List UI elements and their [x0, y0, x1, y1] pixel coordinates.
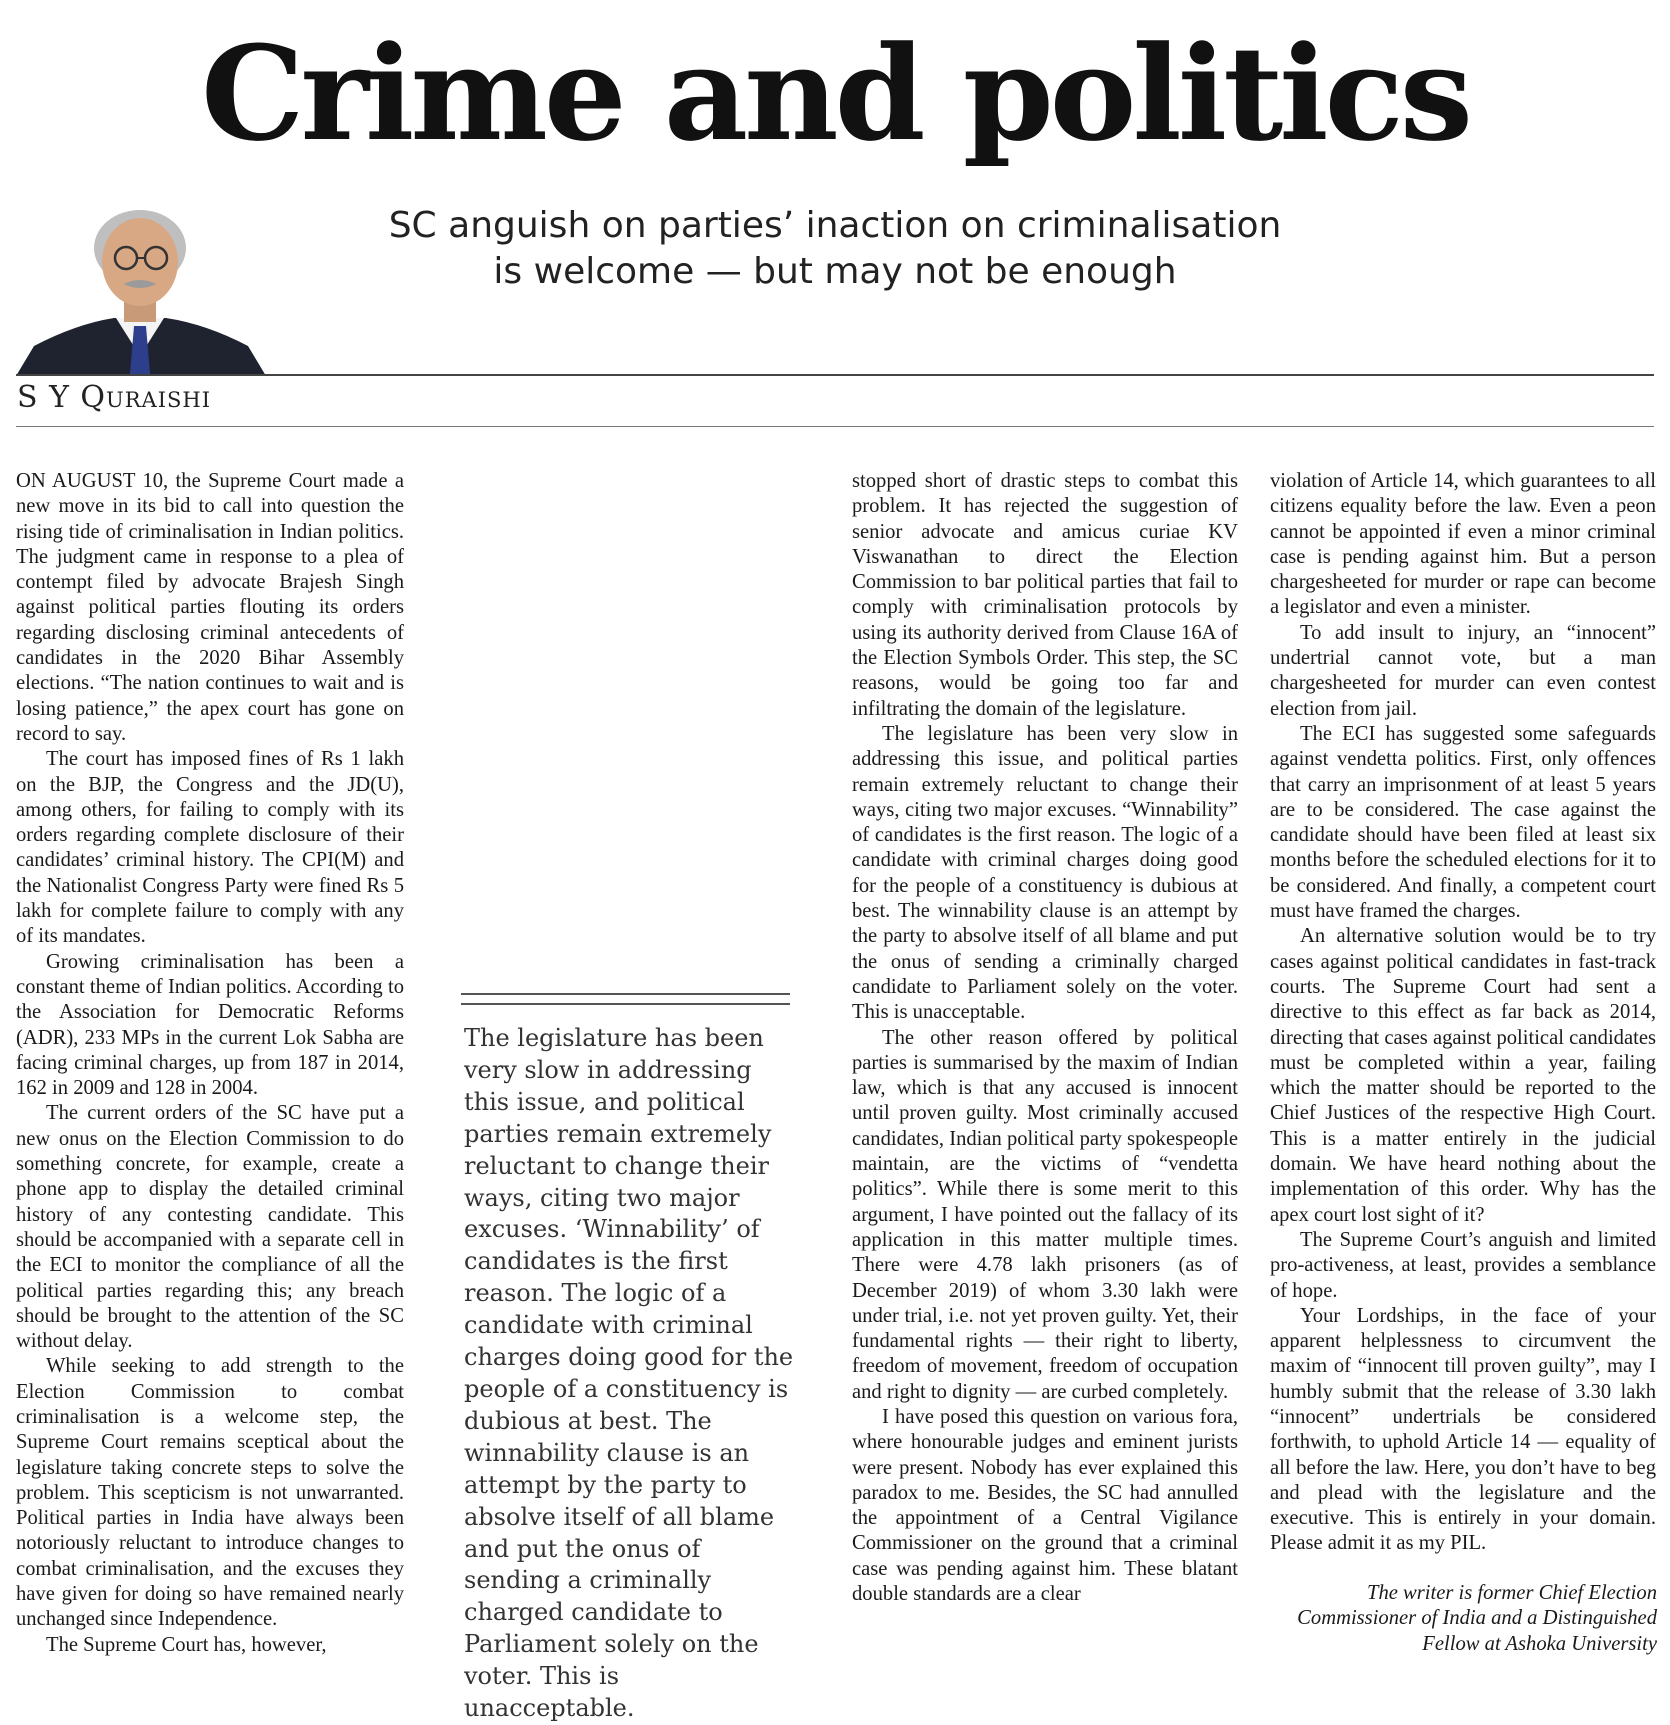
paragraph: The other reason offered by political parties is summarised by the maxim of Indian law, which is that any accused is innocent until proven guilty. Most criminally accused candidates, Indian political party spokespeople maintain, are the victims of “vendetta politics”. While there is some merit to this argument, I have pointed out the fallacy of its application in this matter multiple times. There were 4.78 lakh prisoners (as of December 2019) of whom 3.30 lakh were under trial, i.e. not yet proven guilty. Yet, their fundamental rights — their right to liberty, freedom of movement, freedom of occupation and right to dignity — are curbed completely.: [852, 1026, 1239, 1403]
author-portrait-illustration: [16, 206, 266, 376]
paragraph: The ECI has suggested some safeguards against vendetta politics. First, only offences that carry an imprisonment of at least 5 years are to be considered. The case against the candidate should have been filed at least six months before the scheduled elections for it to be considered. And finally, a competent court must have framed the charges.: [1270, 722, 1656, 923]
paragraph: violation of Article 14, which guarantees to all citizens equality before the law. Even a peon cannot be appointed if even a minor criminal case is pending against him. But a person chargesheeted for murder or rape can become a legislator and even a minister.: [1270, 470, 1656, 619]
paragraph: I have posed this question on various fora, where honourable judges and eminent jurists were present. Nobody has ever explained this paradox to me. Besides, the SC had annulled the appointment of a Central Vigilance Commissioner on the ground that a criminal case was pending against him. These blatant double standards are a clear: [852, 1405, 1238, 1606]
paragraph: The Supreme Court has, however,: [46, 1633, 327, 1656]
article-column-4: [1270, 469, 1656, 1557]
paragraph: While seeking to add strength to the Election Commission to combat criminalisation is a welcome step, the Supreme Court remains sceptical about the legislature taking concrete steps to solve the problem. This scepticism is not unwarranted. Political parties in India have always been notoriously reluctant to introduce changes to combat criminalisation, and the excuses they have given for doing so have remained nearly unchanged since Independence.: [16, 1355, 404, 1631]
paragraph: The Supreme Court’s anguish and limited pro-activeness, at least, provides a semblance of hope.: [1270, 1228, 1656, 1302]
subheadline: [300, 203, 1370, 295]
paragraph: Your Lordships, in the face of your apparent helplessness to circumvent the maxim of “innocent till proven guilty”, may I humbly submit that the release of 3.30 lakh “innocent” undertrials be considered forthwith, to uphold Article 14 — equality of all before the law. Here, you don’t have to beg and plead with the legislature and the executive. This is entirely in your domain. Please admit it as my PIL.: [1270, 1304, 1656, 1555]
paragraph: Growing criminalisation has been a constant theme of Indian politics. According to the Association for Democratic Reforms (ADR), 233 MPs in the current Lok Sabha are facing criminal charges, up from 187 in 2014, 162 in 2009 and 128 in 2004.: [16, 950, 404, 1100]
paragraph: ON AUGUST 10, the Supreme Court made a new move in its bid to call into question the rising tide of criminalisation in Indian politics. The judgment came in response to a plea of contempt filed by advocate Brajesh Singh against political parties flouting its orders regarding disclosing criminal antecedents of candidates in the 2020 Bihar Assembly elections. “The nation continues to wait and is losing patience,” the apex court has gone on record to say.: [16, 470, 404, 745]
pull-quote: The legislature has been very slow in addressing this issue, and political parties remain extremely reluctant to change their ways, citing two major excuses. ‘Winnability’ of candidates is the first reason. The logic of a candidate with criminal charges doing good for the people of a constituency is dubious at best. The winnability clause is an attempt by the party to absolve itself of all blame and put the onus of sending a criminally charged candidate to Parliament solely on the voter. This is unacceptable.: [464, 1024, 794, 1723]
paragraph: stopped short of drastic steps to combat this problem. It has rejected the suggestion of senior advocate and amicus curiae KV Viswanathan to direct the Election Commission to bar political parties that fail to comply with criminalisation protocols by using its authority derived from Clause 16A of the Election Symbols Order. This step, the SC reasons, would be going too far and infiltrating the domain of the legislature.: [852, 470, 1238, 720]
article-column-3: [852, 469, 1238, 1607]
paragraph: The current orders of the SC have put a new onus on the Election Commission to do something concrete, for example, create a phone app to display the detailed criminal history of any contesting candidate. This should be accompanied with a separate cell in the ECI to monitor the compliance of all the political parties regarding this; any breach should be brought to the attention of the SC without delay.: [16, 1102, 404, 1353]
paragraph: The legislature has been very slow in addressing this issue, and political parties remain extremely reluctant to change their ways, citing two major excuses. “Winnability” of candidates is the first reason. The logic of a candidate with criminal charges doing good for the people of a constituency is dubious at best. The winnability clause is an attempt by the party to absolve itself of all blame and put the onus of sending a criminally charged candidate to Parliament solely on the voter. This is unacceptable.: [852, 722, 1238, 1024]
paragraph: The court has imposed fines of Rs 1 lakh on the BJP, the Congress and the JD(U), among others, for failing to comply with its orders regarding complete disclosure of their candidates’ criminal history. The CPI(M) and the Nationalist Congress Party were fined Rs 5 lakh for complete failure to comply with any of its mandates.: [16, 748, 404, 948]
subheadline-line: is welcome — but may not be enough: [493, 251, 1177, 292]
author-byline: S Y Quraishi: [17, 380, 211, 415]
paragraph: An alternative solution would be to try cases against political candidates in fast-track courts. The Supreme Court had sent a directive to this effect as far back as 2014, directing that cases against political candidates must be completed within a year, failing which the matter should be reported to the Chief Justices of the respective High Court. This is a matter entirely in the judicial domain. We have heard nothing about the implementation of this order. Why has the apex court lost sight of it?: [1270, 925, 1656, 1226]
article-column-1: [16, 469, 404, 1658]
writer-note: The writer is former Chief Election Commissioner of India and a Distinguished Fellow at Ashoka University: [1297, 1582, 1657, 1655]
byline-rule-bottom: [16, 426, 1654, 427]
headline: Crime and politics: [201, 17, 1469, 170]
byline-rule-top: [16, 374, 1654, 376]
pull-quote-rules: [461, 993, 790, 1005]
subheadline-line: SC anguish on parties’ inaction on criminalisation: [388, 205, 1282, 246]
paragraph: To add insult to injury, an “innocent” undertrial cannot vote, but a man chargesheeted for murder can even contest election from jail.: [1270, 621, 1656, 720]
